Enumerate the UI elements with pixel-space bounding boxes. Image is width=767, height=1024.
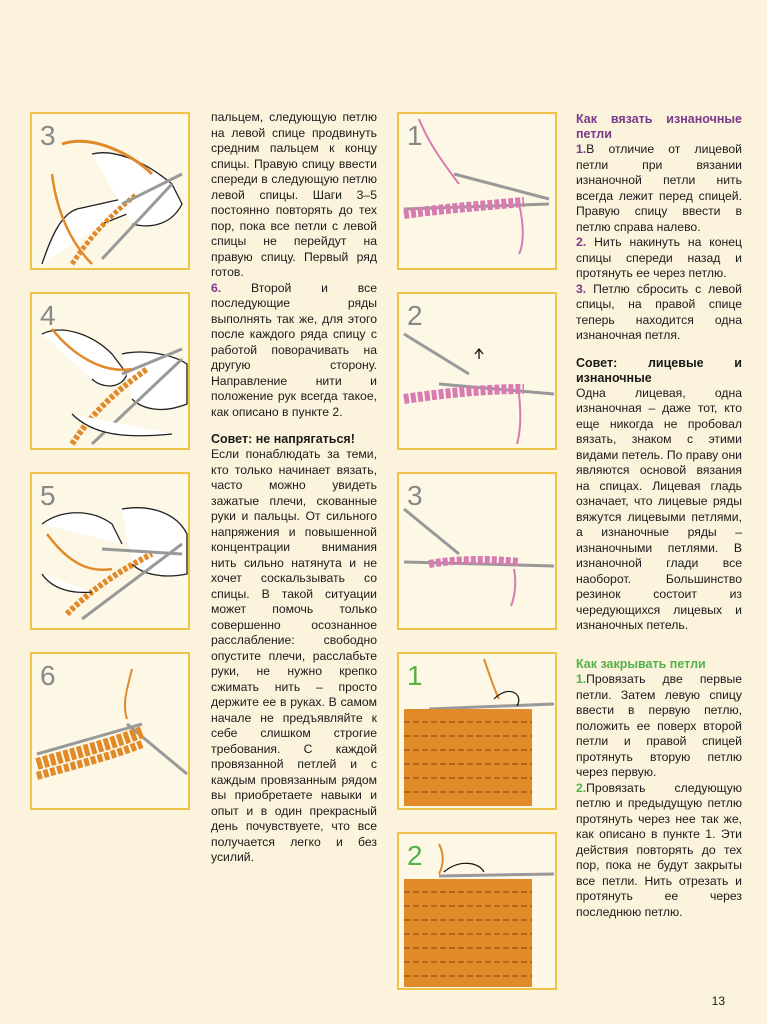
purl-stitch-image xyxy=(399,294,555,448)
knitted-row-image xyxy=(32,654,188,808)
hands-knitting-image xyxy=(32,474,188,628)
right-text-column xyxy=(576,112,742,634)
step-4-illustration xyxy=(30,292,190,450)
advice-paragraph: Одна лицевая, одна изнаночная – даже тот, кто еще никогда не пробовал вязать, знаком с этими видами петель. По праву они являются основой вязания на спицах. Лицевая гладь означает, что лицевые ряды вяжутся лицевыми петлями, а изнаночные ряды – изнаночными петлями. В изнаночной глади все наоборот. Большинство резинок состоит из чередующихся лицевых и изнаночных петель. xyxy=(576,385,742,632)
tip-paragraph: Если понаблюдать за теми, кто только начинает вязать, часто можно увидеть зажатые плечи, скованные руки и пальцы. От сильного напряжения и повышенной концентрации внимания нить сильно натянута и не хочет соскальзывать со спицы. В такой ситуации может помочь только совершенно осознанное расслабление: свободно опустите плечи, расслабьте руки, не нужно крепко сжимать нить – просто держите ее в руках. В самом начале не предъявляйте к себе слишком строгие требования. С каждой провязанной петлей и с каждым провязанным рядом вы приобретаете навыки и опыт и в один прекрасный день почувствуете, что все получается легко и без усилий. xyxy=(211,447,377,864)
purl-stitch-image xyxy=(399,114,555,268)
step-number: 4 xyxy=(40,300,56,331)
page-number: 13 xyxy=(711,994,725,1008)
step-6-number: 6. xyxy=(211,280,222,295)
step-number: 2 xyxy=(407,840,423,871)
knitted-fabric-image xyxy=(399,834,555,988)
purl-step-3-illustration xyxy=(397,472,557,630)
hands-knitting-image xyxy=(32,294,188,448)
middle-text-column xyxy=(211,110,377,866)
step-number: 6 xyxy=(40,660,56,691)
advice-heading: Совет: лицевые и изнаночные xyxy=(576,355,742,385)
purl-step-3 xyxy=(576,282,742,344)
step-5-illustration xyxy=(30,472,190,630)
purl-step-1-number: 1. xyxy=(576,142,587,156)
purl-step-3-text: Петлю сбросить с левой спицы, на правой спице теперь находится одна изнаночная петля. xyxy=(576,281,742,342)
step-number: 2 xyxy=(407,300,423,331)
bindoff-step-1-number: 1. xyxy=(576,672,587,686)
step-number: 1 xyxy=(407,120,423,151)
purl-step-1-illustration xyxy=(397,112,557,270)
bindoff-step-2-illustration xyxy=(397,832,557,990)
step-6-text: Второй и все последующие ряды выполнять так же, для этого после каждого ряда спицу с работой поворачивать на другую сторону. Направление нити и положение рук всегда такое, как описано в пункте 2. xyxy=(211,280,378,419)
purl-step-1 xyxy=(576,142,742,235)
purl-step-2-text: Нить накинуть на конец спицы спереди назад и протянуть ее через петлю. xyxy=(576,235,742,280)
purl-step-3-number: 3. xyxy=(576,281,587,296)
bindoff-step-1-illustration xyxy=(397,652,557,810)
tip-heading: Совет: не напрягаться! xyxy=(211,432,355,446)
purl-step-1-text: В отличие от лицевой петли при вязании изнаночной петли нить всегда лежит перед спицей. Правую спицу ввести в петлю справа налево. xyxy=(576,142,742,234)
purl-stitch-image xyxy=(399,474,555,628)
step-3-illustration xyxy=(30,112,190,270)
purl-step-2-number: 2. xyxy=(576,235,587,249)
purl-step-2 xyxy=(576,235,742,282)
bindoff-heading: Как закрывать петли xyxy=(576,657,706,671)
hands-knitting-image xyxy=(32,114,188,268)
bindoff-text-column xyxy=(576,657,742,920)
purl-heading: Как вязать изнаночные петли xyxy=(576,112,742,141)
bindoff-step-2 xyxy=(576,781,742,921)
knitted-fabric-image xyxy=(399,654,555,808)
step-number: 5 xyxy=(40,480,56,511)
bindoff-step-2-text: Провязать следующую петлю и предыдущую петлю протянуть через нее так же, как описано в пункте 1. Эти действия повторять до тех пор, пока не будут закрыты все петли. Нить отрезать и протянуть ее через последнюю петлю. xyxy=(576,780,742,919)
step-number: 3 xyxy=(40,120,56,151)
step-number: 1 xyxy=(407,660,423,691)
purl-step-2-illustration xyxy=(397,292,557,450)
step-6-illustration xyxy=(30,652,190,810)
bindoff-step-2-number: 2. xyxy=(576,780,587,795)
bindoff-step-1-text: Провязать две первые петли. Затем левую спицу ввести в первую петлю, положить ее поверх второй петли и правой спицей протянуть вторую петлю через первую. xyxy=(576,672,742,779)
step-number: 3 xyxy=(407,480,423,511)
step-6-paragraph xyxy=(211,281,377,421)
continuation-paragraph: пальцем, следующую петлю на левой спице продвинуть средним пальцем к концу спицы. Правую спицу ввести спереди в следующую петлю левой спицы. Шаги 3–5 постоянно повторять до тех пор, пока все петли с левой спицы не перейдут на правую спицу. Первый ряд готов. xyxy=(211,110,377,279)
bindoff-step-1 xyxy=(576,672,742,781)
